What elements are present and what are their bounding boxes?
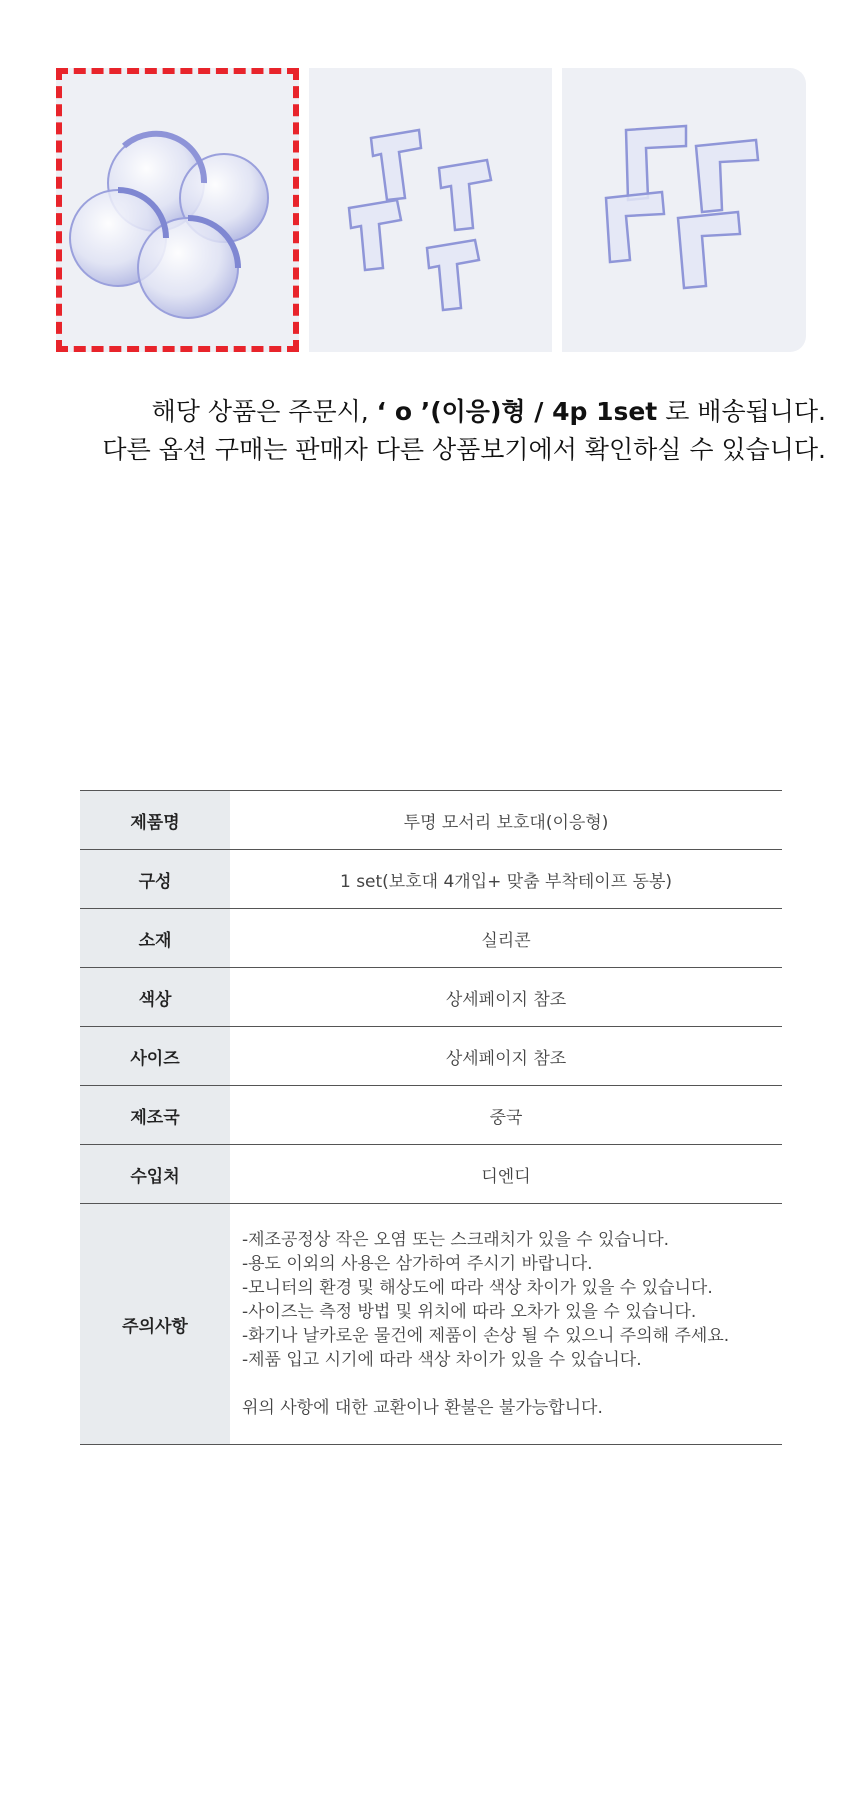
round-guard-photo[interactable]: [56, 68, 299, 352]
t-guard-photo[interactable]: [309, 68, 552, 352]
spec-label: 구성: [80, 850, 230, 909]
spec-value: 상세페이지 참조: [230, 968, 782, 1027]
caution-spacer: [242, 1372, 770, 1396]
caution-item: -제조공정상 작은 오염 또는 스크래치가 있을 수 있습니다.: [242, 1230, 670, 1250]
product-image-gallery: [56, 68, 806, 352]
l-guard-illustration: [562, 68, 806, 352]
notice-option-highlight: ‘ o ’(이응)형 / 4p 1set: [376, 397, 658, 426]
spec-value: 중국: [230, 1086, 782, 1145]
spec-label: 주의사항: [80, 1204, 230, 1445]
notice-prefix: 해당 상품은 주문시,: [151, 397, 377, 426]
cautions-list: [230, 1204, 782, 1445]
spec-row-composition: [80, 850, 782, 909]
spec-label: 사이즈: [80, 1027, 230, 1086]
spec-row-size: [80, 1027, 782, 1086]
caution-item: -용도 이외의 사용은 삼가하여 주시기 바랍니다.: [242, 1254, 593, 1274]
caution-item: -화기나 날카로운 물건에 제품이 손상 될 수 있으니 주의해 주세요.: [242, 1326, 730, 1346]
spec-label: 소재: [80, 909, 230, 968]
spec-value: 상세페이지 참조: [230, 1027, 782, 1086]
spec-row-product-name: [80, 791, 782, 850]
spec-label: 제조국: [80, 1086, 230, 1145]
spec-row-importer: [80, 1145, 782, 1204]
spec-row-origin: [80, 1086, 782, 1145]
no-refund-note: 위의 사항에 대한 교환이나 환불은 불가능합니다.: [242, 1398, 603, 1418]
spec-label: 제품명: [80, 791, 230, 850]
spec-value: 투명 모서리 보호대(이응형): [230, 791, 782, 850]
spec-row-cautions: [80, 1204, 782, 1445]
caution-item: -사이즈는 측정 방법 및 위치에 따라 오차가 있을 수 있습니다.: [242, 1302, 697, 1322]
caution-item: -모니터의 환경 및 해상도에 따라 색상 차이가 있을 수 있습니다.: [242, 1278, 713, 1298]
shipping-notice: [40, 392, 826, 428]
t-guard-illustration: [309, 68, 552, 352]
spec-label: 색상: [80, 968, 230, 1027]
spec-row-material: [80, 909, 782, 968]
caution-item: -제품 입고 시기에 따라 색상 차이가 있을 수 있습니다.: [242, 1350, 642, 1370]
notice-suffix: 로 배송됩니다.: [657, 397, 826, 426]
spec-value: 실리콘: [230, 909, 782, 968]
other-options-notice: 다른 옵션 구매는 판매자 다른 상품보기에서 확인하실 수 있습니다.: [102, 435, 826, 464]
spec-label: 수입처: [80, 1145, 230, 1204]
l-guard-photo[interactable]: [562, 68, 806, 352]
spec-row-color: [80, 968, 782, 1027]
spec-value: 1 set(보호대 4개입+ 맞춤 부착테이프 동봉): [230, 850, 782, 909]
round-guard-illustration: [56, 68, 299, 352]
product-spec-table: [80, 790, 782, 1445]
spec-value: 디엔디: [230, 1145, 782, 1204]
